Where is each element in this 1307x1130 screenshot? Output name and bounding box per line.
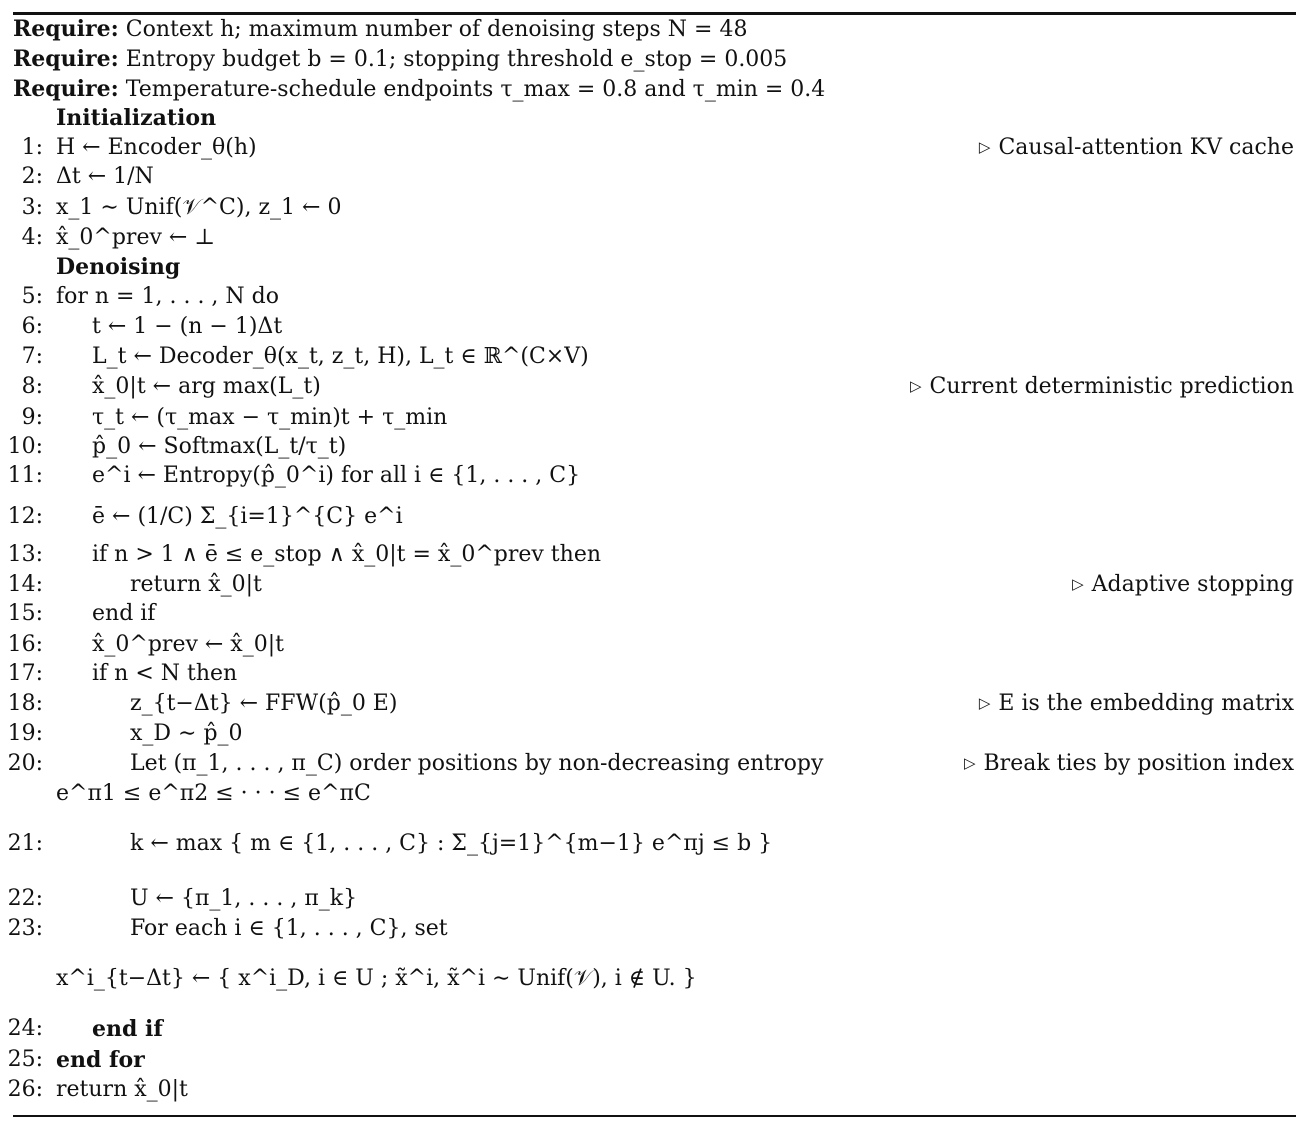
algo-line: [0, 540, 1307, 570]
require-text: Temperature-schedule endpoints τ_max = 0.8 and τ_min = 0.4: [125, 77, 826, 102]
section-denoising: Denoising: [56, 254, 181, 280]
line-text: For each i ∈ {1, . . . , C}, set: [130, 916, 448, 941]
require-line-2: [0, 44, 1307, 74]
algo-line: [0, 432, 1307, 462]
line-number: 17:: [7, 661, 43, 686]
comment-triangle-icon: ▷: [1072, 575, 1084, 593]
line-number: 19:: [7, 721, 43, 746]
line-comment: ▷ Break ties by position index: [963, 751, 1294, 776]
line-comment: ▷ Adaptive stopping: [1072, 572, 1294, 597]
line-number: 9:: [21, 405, 43, 430]
algo-line: [0, 461, 1307, 491]
algo-line: [0, 403, 1307, 433]
algo-line: [0, 1075, 1307, 1105]
algo-line: [0, 162, 1307, 192]
line-number: 18:: [7, 691, 43, 716]
algo-line: [0, 223, 1307, 253]
line-text: U ← {π_1, . . . , π_k}: [130, 886, 358, 911]
line-text: x̂_0^prev ← ⊥: [56, 225, 215, 250]
line-text: if n > 1 ∧ ē ≤ e_stop ∧ x̂_0|t = x̂_0^prev then: [92, 542, 602, 567]
line-number: 11:: [7, 463, 43, 488]
algo-line: [0, 342, 1307, 372]
algo-line: [0, 570, 1307, 600]
require-text: Entropy budget b = 0.1; stopping threshold e_stop = 0.005: [125, 47, 788, 72]
line-text: x^i_{t−Δt} ← { x^i_D, i ∈ U ; x̃^i, x̃^i ∼ Unif(𝒱), i ∉ U. }: [56, 966, 697, 991]
require-label: Require:: [13, 46, 119, 72]
line-text: τ_t ← (τ_max − τ_min)t + τ_min: [92, 405, 448, 430]
algo-line: [0, 829, 1307, 859]
line-text: k ← max { m ∈ {1, . . . , C} : Σ_{j=1}^{m−1} e^πj ≤ b }: [130, 831, 773, 856]
line-text: return x̂_0|t: [56, 1077, 188, 1102]
line-number: 8:: [21, 374, 43, 399]
algo-line: [0, 599, 1307, 629]
line-text: Δt ← 1/N: [56, 164, 154, 189]
line-text: H ← Encoder_θ(h): [56, 135, 257, 160]
line-number: 22:: [7, 886, 43, 911]
require-text: Context h; maximum number of denoising steps N = 48: [125, 17, 748, 42]
algo-line: [0, 630, 1307, 660]
algo-line: [0, 719, 1307, 749]
comment-triangle-icon: ▷: [978, 138, 991, 156]
algo-line: [0, 1014, 1307, 1044]
line-number: 6:: [21, 314, 43, 339]
algo-line: [0, 884, 1307, 914]
algo-line: [0, 659, 1307, 689]
algo-line: [0, 312, 1307, 342]
line-number: 20:: [7, 751, 43, 776]
line-number: 25:: [7, 1047, 43, 1072]
line-number: 14:: [7, 572, 43, 597]
line-text: p̂_0 ← Softmax(L_t/τ_t): [92, 434, 347, 459]
algo-line: [0, 193, 1307, 223]
line-text: e^i ← Entropy(p̂_0^i) for all i ∈ {1, . . . , C}: [92, 463, 581, 488]
line-number: 5:: [21, 284, 43, 309]
algo-line: [0, 372, 1307, 402]
line-number: 23:: [7, 916, 43, 941]
line-text: end if: [92, 601, 156, 626]
line-text: e^π1 ≤ e^π2 ≤ · · · ≤ e^πC: [56, 781, 371, 806]
line-number: 3:: [21, 195, 43, 220]
algo-line: [0, 689, 1307, 719]
line-number: 7:: [21, 344, 43, 369]
comment-triangle-icon: ▷: [978, 694, 991, 712]
line-comment: ▷ Causal-attention KV cache: [978, 135, 1294, 160]
line-text: x_D ∼ p̂_0: [130, 721, 243, 746]
line-text: x̂_0^prev ← x̂_0|t: [92, 632, 284, 657]
line-text: ē ← (1/C) Σ_{i=1}^{C} e^i: [92, 504, 403, 529]
comment-triangle-icon: ▷: [909, 377, 922, 395]
require-line-1: [0, 14, 1307, 44]
algo-line: [0, 914, 1307, 944]
line-text: x_1 ∼ Unif(𝒱^C), z_1 ← 0: [56, 195, 342, 220]
line-text: x̂_0|t ← arg max(L_t): [92, 374, 321, 399]
line-number: 12:: [7, 504, 43, 529]
line-number: 2:: [21, 164, 43, 189]
line-number: 21:: [7, 831, 43, 856]
line-number: 16:: [7, 632, 43, 657]
algo-line: [0, 133, 1307, 163]
line-number: 13:: [7, 542, 43, 567]
algo-line: [0, 502, 1307, 532]
line-text: return x̂_0|t: [130, 572, 262, 597]
algo-line: [0, 282, 1307, 312]
line-number: 26:: [7, 1077, 43, 1102]
algo-line-continuation: [0, 779, 1307, 809]
line-text: t ← 1 − (n − 1)Δt: [92, 314, 283, 339]
line-text: L_t ← Decoder_θ(x_t, z_t, H), L_t ∈ ℝ^(C×V): [92, 344, 589, 369]
require-label: Require:: [13, 16, 119, 42]
algo-line: [0, 749, 1307, 779]
require-line-3: [0, 74, 1307, 104]
require-label: Require:: [13, 76, 119, 102]
algo-line: [0, 1045, 1307, 1075]
line-text: end for: [56, 1047, 145, 1073]
line-text: for n = 1, . . . , N do: [56, 284, 279, 309]
line-text: Let (π_1, . . . , π_C) order positions by non-decreasing entropy: [130, 751, 824, 776]
line-text: if n < N then: [92, 661, 238, 686]
line-number: 1:: [21, 135, 43, 160]
line-text: end if: [92, 1016, 163, 1042]
line-number: 10:: [7, 434, 43, 459]
line-number: 15:: [7, 601, 43, 626]
comment-triangle-icon: ▷: [963, 754, 976, 772]
line-comment: ▷ Current deterministic prediction: [909, 374, 1294, 399]
line-number: 24:: [7, 1016, 43, 1041]
bottom-rule: [13, 1115, 1296, 1117]
line-number: 4:: [21, 225, 43, 250]
line-text: z_{t−Δt} ← FFW(p̂_0 E): [130, 691, 398, 716]
algo-line-continuation: [0, 964, 1307, 994]
section-initialization: Initialization: [56, 105, 217, 131]
line-comment: ▷ E is the embedding matrix: [978, 691, 1294, 716]
